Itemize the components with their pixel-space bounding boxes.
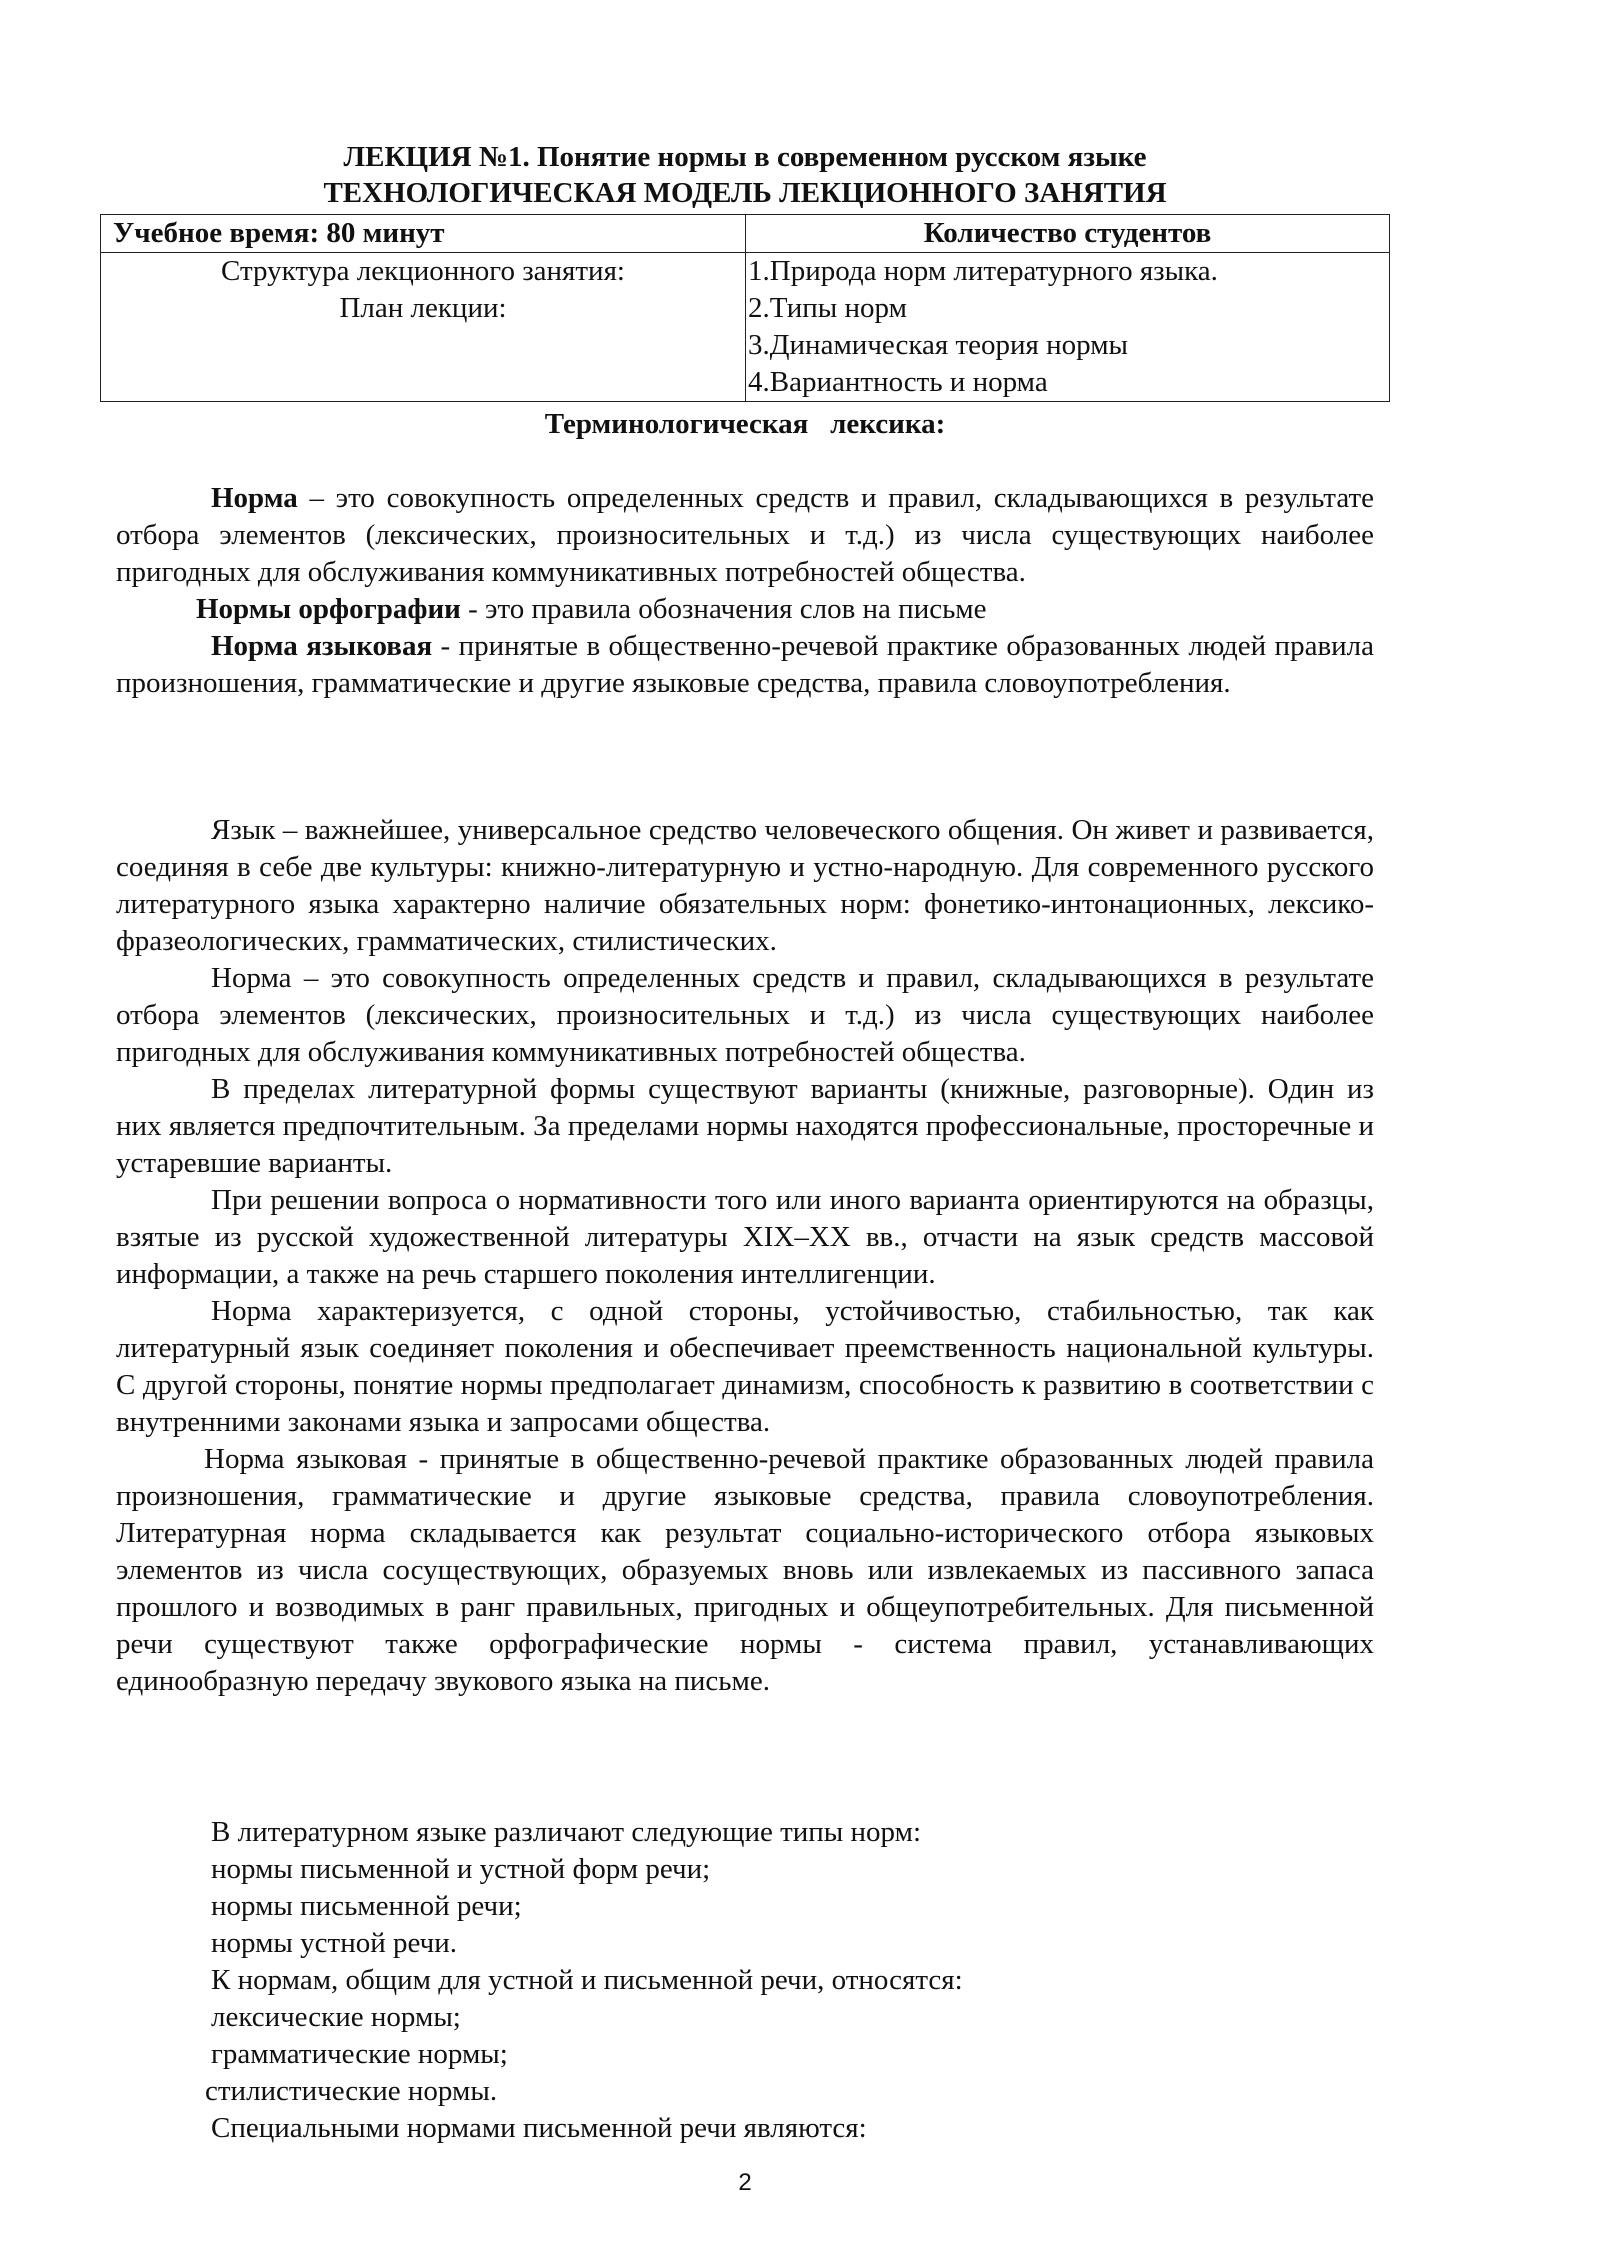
page-number: 2: [738, 2169, 752, 2196]
plan-label: План лекции:: [339, 292, 507, 324]
list-item: К нормам, общим для устной и письменной речи, относятся:: [211, 1964, 963, 1996]
body-paragraph: Норма характеризуется, с одной стороны, устойчивостью, стабильностью, так как литературный язык соединяет поколения и обеспечивает преемственность национальной культуры. С другой стороны, понятие нормы предполагает динамизм, способность к развитию в соответствии с внутренними законами языка и запросами общества.: [116, 1295, 1374, 1438]
definition-term: Норма: [211, 482, 298, 514]
body-paragraph: Норма языковая - принятые в общественно-речевой практике образованных людей правила произношения, грамматические и другие языковые средства, правила словоупотребления. Литературная норма складывается как результат социально-исторического отбора языковых элементов из числа сосуществующих, образуемых вновь или извлекаемых из пассивного запаса прошлого и возводимых в ранг правильных, пригодных и общеупотребительных. Для письменной речи существуют также орфографические нормы - система правил, устанавливающих единообразную передачу звукового языка на письме.: [116, 1443, 1374, 1697]
lesson-info-table: [100, 214, 1390, 402]
plan-item: 1.Природа норм литературного языка.: [748, 255, 1218, 287]
body-paragraph: При решении вопроса о нормативности того или иного варианта ориентируются на образцы, взятые из русской художественной литературы XIX–XX вв., отчасти на язык средств массовой информации, а также на речь старшего поколения интеллигенции.: [116, 1184, 1374, 1290]
definition-paragraph: [116, 480, 1374, 591]
list-item: Специальными нормами письменной речи являются:: [211, 2112, 867, 2144]
definition-text: - это правила обозначения слов на письме: [460, 593, 987, 625]
definition-paragraph: [116, 628, 1374, 702]
body-paragraph: В пределах литературной формы существуют варианты (книжные, разговорные). Один из них является предпочтительным. За пределами нормы находятся профессиональные, просторечные и устаревшие варианты.: [116, 1073, 1374, 1179]
structure-cell: [101, 253, 746, 402]
list-item: лексические нормы;: [211, 2001, 461, 2033]
norm-types-list: [205, 1814, 1411, 2147]
definition-text: – это совокупность определенных средств и правил, складывающихся в результате отбора элементов (лексических, произносительных и т.д.) из числа существующих наиболее пригодных для обслуживания коммуникативных потребностей общества.: [116, 482, 1374, 588]
plan-item: 4.Вариантность и норма: [748, 366, 1048, 398]
study-time-cell: Учебное время: 80 минут: [101, 215, 746, 253]
list-item: грамматические нормы;: [211, 2038, 508, 2070]
list-item: нормы письменной и устной форм речи;: [211, 1853, 711, 1885]
terminology-definitions: [116, 480, 1374, 702]
students-count-cell: Количество студентов: [746, 215, 1390, 253]
lecture-body: [116, 812, 1374, 1700]
plan-cell: [746, 253, 1390, 402]
definition-term: Нормы орфографии: [196, 593, 461, 625]
lecture-title: ЛЕКЦИЯ №1. Понятие нормы в современном русском языке: [343, 141, 1147, 173]
list-item: нормы письменной речи;: [211, 1890, 522, 1922]
list-item: стилистические нормы.: [205, 2075, 498, 2107]
lecture-subtitle: ТЕХНОЛОГИЧЕСКАЯ МОДЕЛЬ ЛЕКЦИОННОГО ЗАНЯТИЯ: [323, 177, 1167, 209]
body-paragraph: Норма – это совокупность определенных средств и правил, складывающихся в результате отбора элементов (лексических, произносительных и т.д.) из числа существующих наиболее пригодных для обслуживания коммуникативных потребностей общества.: [116, 962, 1374, 1068]
list-item: В литературном языке различают следующие типы норм:: [211, 1816, 922, 1848]
table-header-row: [101, 215, 1390, 253]
plan-item: 3.Динамическая теория нормы: [748, 329, 1129, 361]
plan-item: 2.Типы норм: [748, 292, 907, 324]
terminology-heading: Терминологическая лексика:: [544, 408, 946, 440]
definition-paragraph: [116, 591, 1374, 628]
list-item: нормы устной речи.: [211, 1927, 458, 1959]
definition-text: - принятые в общественно-речевой практике образованных людей правила произношения, грамматические и другие языковые средства, правила словоупотребления.: [116, 630, 1374, 699]
definition-term: Норма языковая: [211, 630, 433, 662]
table-body-row: [101, 253, 1390, 402]
body-paragraph: Язык – важнейшее, универсальное средство человеческого общения. Он живет и развивается, соединяя в себе две культуры: книжно-литературную и устно-народную. Для современного русского литературного языка характерно наличие обязательных норм: фонетико-интонационных, лексико-фразеологических, грамматических, стилистических.: [116, 814, 1374, 957]
structure-label: Структура лекционного занятия:: [221, 255, 625, 287]
